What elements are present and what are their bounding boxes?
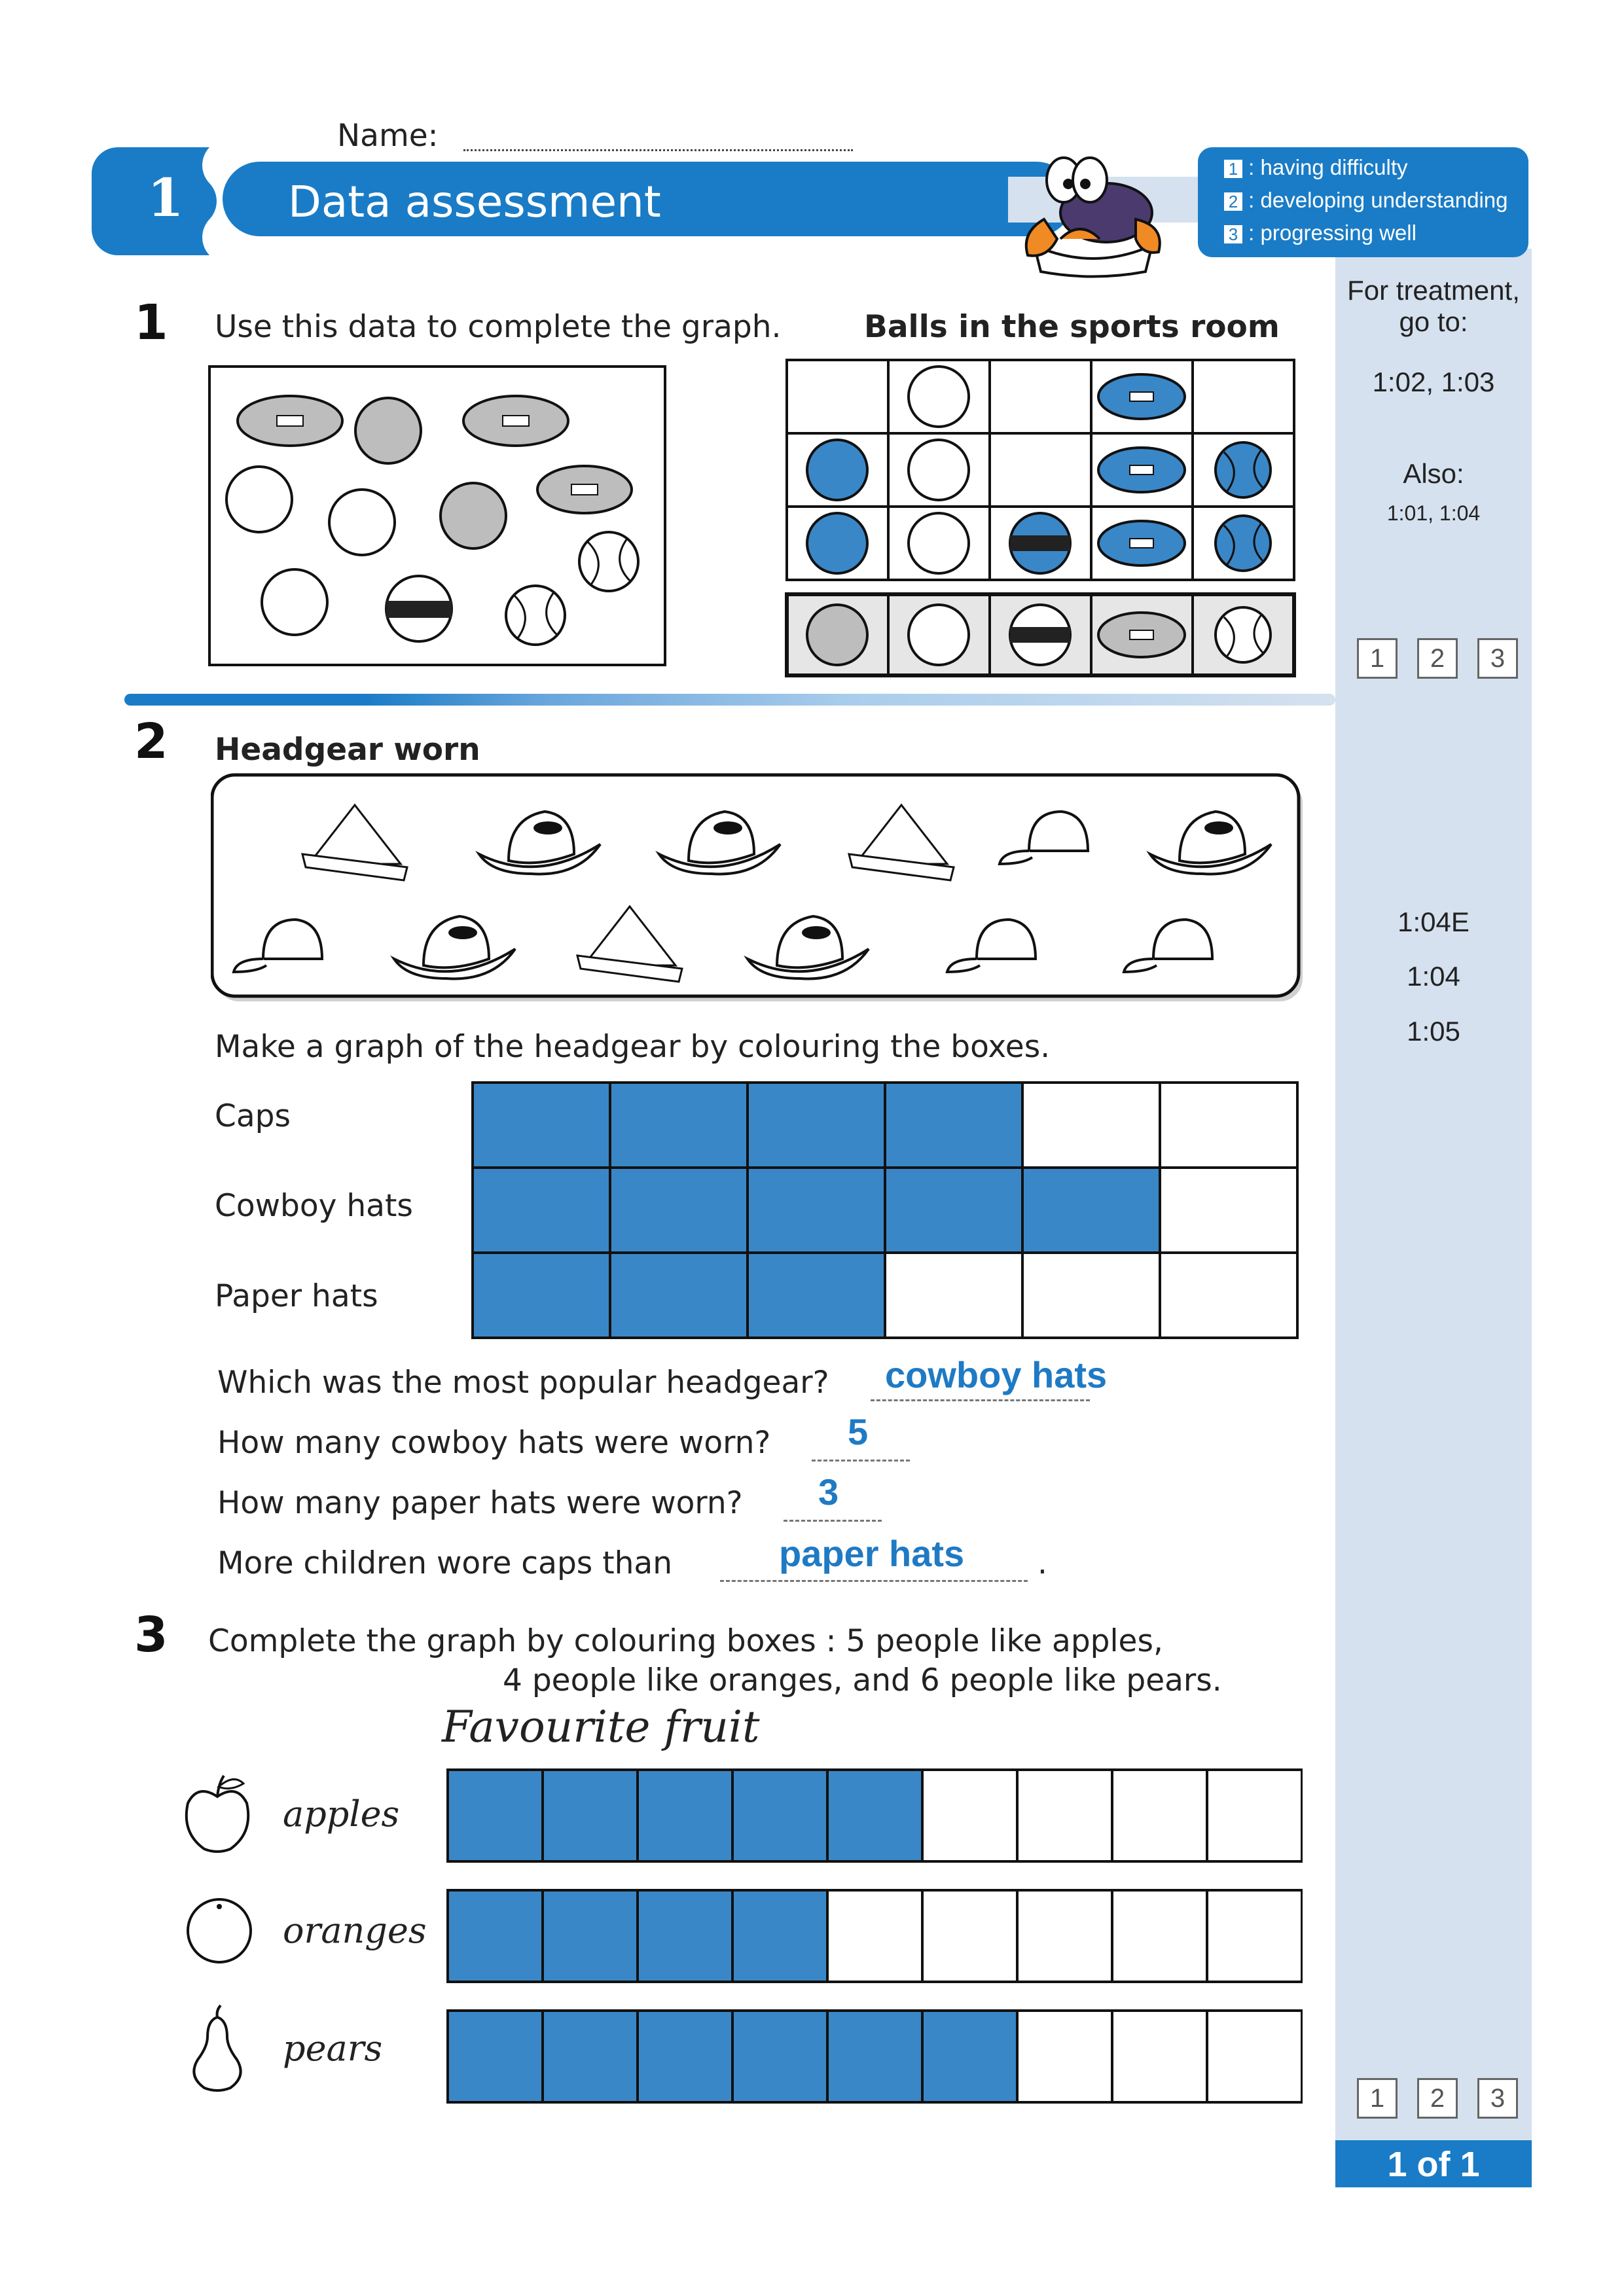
fruit-box-coloured[interactable] <box>448 2011 543 2102</box>
answer-fewer-than-caps[interactable]: paper hats <box>779 1533 965 1574</box>
headgear-box-empty[interactable] <box>885 1253 1022 1338</box>
headgear-box-coloured[interactable] <box>748 1253 885 1338</box>
headgear-box-empty[interactable] <box>1160 1253 1297 1338</box>
fruit-box-empty[interactable] <box>1207 1770 1302 1861</box>
headgear-box-coloured[interactable] <box>748 1168 885 1253</box>
fruit-box-empty[interactable] <box>922 1770 1017 1861</box>
answer-cowboy-count[interactable]: 5 <box>848 1411 869 1452</box>
q1-level-boxes <box>1357 638 1518 679</box>
cricket-ball-icon <box>386 576 452 641</box>
q3-instruction-line-2: 4 people like oranges, and 6 people like pears. <box>503 1662 1222 1698</box>
legend-text: : having difficulty <box>1248 155 1408 179</box>
fruit-box-coloured[interactable] <box>638 1770 732 1861</box>
name-label: Name: <box>337 118 439 154</box>
also-refs: 1:01, 1:04 <box>1386 501 1481 525</box>
q1-instruction: Use this data to complete the graph. <box>215 309 782 345</box>
white-ball-icon <box>262 569 327 635</box>
question-2-number: 2 <box>134 713 168 770</box>
fruit-box-coloured[interactable] <box>543 1890 638 1982</box>
ball-icon <box>807 440 867 500</box>
q2-ref-3: 1:05 <box>1407 1016 1460 1047</box>
answer-line[interactable] <box>812 1460 910 1462</box>
page-title: Data assessment <box>288 177 661 227</box>
fruit-box-empty[interactable] <box>1017 1770 1112 1861</box>
q1-graph-title: Balls in the sports room <box>864 309 1280 345</box>
fruit-row-label: apples <box>283 1793 400 1835</box>
headgear-box-empty[interactable] <box>1160 1168 1297 1253</box>
ball-icon <box>807 513 867 573</box>
fruit-box-coloured[interactable] <box>638 1890 732 1982</box>
headgear-box-coloured[interactable] <box>885 1168 1022 1253</box>
headgear-graph <box>470 1080 1303 1342</box>
white-ball-icon <box>329 490 395 555</box>
q3-level-boxes <box>1357 2078 1518 2119</box>
headgear-row-label: Paper hats <box>215 1278 378 1314</box>
legend-text: : developing understanding <box>1248 188 1508 212</box>
balls-data-picture <box>208 365 666 666</box>
fruit-box-empty[interactable] <box>922 1890 1017 1982</box>
level-box-1[interactable]: 1 <box>1357 638 1398 679</box>
headgear-box-coloured[interactable] <box>610 1253 748 1338</box>
unit-number: 1 <box>147 167 184 228</box>
treatment-label: For treatment, go to: <box>1347 275 1520 337</box>
crab-mascot-icon <box>1008 141 1178 278</box>
q2-question-2: How many cowboy hats were worn? <box>217 1425 771 1461</box>
white-ball-icon <box>909 605 969 665</box>
fruit-box-coloured[interactable] <box>827 2011 922 2102</box>
fruit-row-label: oranges <box>283 1910 427 1951</box>
white-ball-icon <box>909 513 969 573</box>
headgear-box-coloured[interactable] <box>473 1168 610 1253</box>
white-ball-icon <box>226 467 292 532</box>
headgear-box-coloured[interactable] <box>1022 1168 1160 1253</box>
legend-item-2 <box>1224 188 1507 213</box>
tennis-ball-icon <box>506 586 565 645</box>
fruit-box-coloured[interactable] <box>543 2011 638 2102</box>
headgear-box-coloured[interactable] <box>473 1083 610 1168</box>
headgear-box-coloured[interactable] <box>885 1083 1022 1168</box>
section-divider <box>124 694 1335 706</box>
fruit-box-empty[interactable] <box>827 1890 922 1982</box>
white-ball-icon <box>909 440 969 500</box>
tennis-ball-icon <box>579 532 638 591</box>
also-label: Also: <box>1403 458 1464 489</box>
level-box-1[interactable]: 1 <box>1357 2078 1398 2119</box>
legend-number-box: 2 <box>1224 192 1242 211</box>
q2-question-1: Which was the most popular headgear? <box>217 1365 829 1401</box>
orange-icon <box>183 1895 255 1967</box>
grey-ball-icon <box>807 605 867 665</box>
answer-paper-count[interactable]: 3 <box>818 1471 839 1513</box>
headgear-box-empty[interactable] <box>1160 1083 1297 1168</box>
headgear-box-coloured[interactable] <box>610 1168 748 1253</box>
headgear-picture <box>211 772 1310 1008</box>
cricket-ball-icon <box>1010 513 1070 573</box>
fruit-graph-title: Favourite fruit <box>442 1702 760 1752</box>
fruit-box-empty[interactable] <box>1112 2011 1207 2102</box>
answer-line[interactable] <box>720 1580 1028 1582</box>
sidebar <box>1335 249 1532 2186</box>
answer-most-popular[interactable]: cowboy hats <box>885 1354 1108 1395</box>
fruit-box-empty[interactable] <box>1112 1890 1207 1982</box>
grey-ball-icon <box>441 483 506 548</box>
grey-ball-icon <box>355 398 421 463</box>
fruit-box-coloured[interactable] <box>732 2011 827 2102</box>
question-1-number: 1 <box>134 295 168 351</box>
legend-number-box: 3 <box>1224 225 1242 243</box>
football-icon <box>1098 521 1185 565</box>
level-box-2[interactable]: 2 <box>1417 2078 1458 2119</box>
fruit-box-coloured[interactable] <box>732 1890 827 1982</box>
fruit-box-coloured[interactable] <box>732 1770 827 1861</box>
fruit-box-coloured[interactable] <box>638 2011 732 2102</box>
headgear-box-coloured[interactable] <box>610 1083 748 1168</box>
headgear-box-coloured[interactable] <box>473 1253 610 1338</box>
headgear-box-empty[interactable] <box>1022 1253 1160 1338</box>
fruit-box-coloured[interactable] <box>922 2011 1017 2102</box>
football-icon <box>463 396 568 446</box>
sentence-period: . <box>1038 1545 1047 1581</box>
answer-line[interactable] <box>871 1399 1090 1401</box>
football-icon <box>537 466 632 513</box>
answer-line[interactable] <box>784 1520 882 1522</box>
q3-instruction-line-1: Complete the graph by colouring boxes : 5 people like apples, <box>208 1623 1163 1659</box>
page-indicator-label: 1 of 1 <box>1387 2145 1480 2184</box>
q2-question-4: More children wore caps than <box>217 1545 673 1581</box>
q1-treatment-refs: 1:02, 1:03 <box>1372 367 1495 397</box>
fruit-box-empty[interactable] <box>1112 1770 1207 1861</box>
level-box-3[interactable]: 3 <box>1477 2078 1518 2119</box>
apple-icon <box>178 1770 257 1856</box>
legend-item-1 <box>1224 155 1408 180</box>
tennis-ball-icon <box>1216 516 1271 571</box>
headgear-box-empty[interactable] <box>1022 1083 1160 1168</box>
legend-item-3 <box>1224 221 1416 245</box>
tennis-ball-icon <box>1216 607 1271 662</box>
balls-graph-key-row <box>787 594 1294 675</box>
pear-icon <box>185 2004 250 2096</box>
balls-graph <box>784 357 1301 678</box>
headgear-row-label: Cowboy hats <box>215 1188 413 1224</box>
white-ball-icon <box>909 367 969 427</box>
football-icon <box>1098 374 1185 419</box>
q2-question-3: How many paper hats were worn? <box>217 1485 743 1521</box>
legend-number-box: 1 <box>1224 160 1242 178</box>
cricket-ball-icon <box>1010 605 1070 665</box>
fruit-box-empty[interactable] <box>1017 2011 1112 2102</box>
fruit-box-empty[interactable] <box>1207 2011 1302 2102</box>
fruit-box-empty[interactable] <box>1207 1890 1302 1982</box>
fruit-box-empty[interactable] <box>1017 1890 1112 1982</box>
question-3-number: 3 <box>134 1607 168 1663</box>
fruit-box-coloured[interactable] <box>827 1770 922 1861</box>
q2-ref-1: 1:04E <box>1398 906 1470 937</box>
fruit-box-coloured[interactable] <box>543 1770 638 1861</box>
headgear-row-label: Caps <box>215 1098 291 1134</box>
football-icon <box>1098 613 1185 657</box>
q2-ref-2: 1:04 <box>1407 961 1460 992</box>
q2-heading: Headgear worn <box>215 732 480 768</box>
legend-text: : progressing well <box>1248 221 1416 245</box>
q2-instruction: Make a graph of the headgear by colouring the boxes. <box>215 1029 1051 1065</box>
level-box-3[interactable]: 3 <box>1477 638 1518 679</box>
fruit-row-label: pears <box>283 2028 383 2069</box>
level-box-2[interactable]: 2 <box>1417 638 1458 679</box>
football-icon <box>238 396 342 446</box>
tennis-ball-icon <box>1216 442 1271 497</box>
fruit-box-coloured[interactable] <box>448 1770 543 1861</box>
headgear-box-coloured[interactable] <box>748 1083 885 1168</box>
fruit-graph <box>445 1767 1303 2121</box>
football-icon <box>1098 448 1185 492</box>
fruit-box-coloured[interactable] <box>448 1890 543 1982</box>
